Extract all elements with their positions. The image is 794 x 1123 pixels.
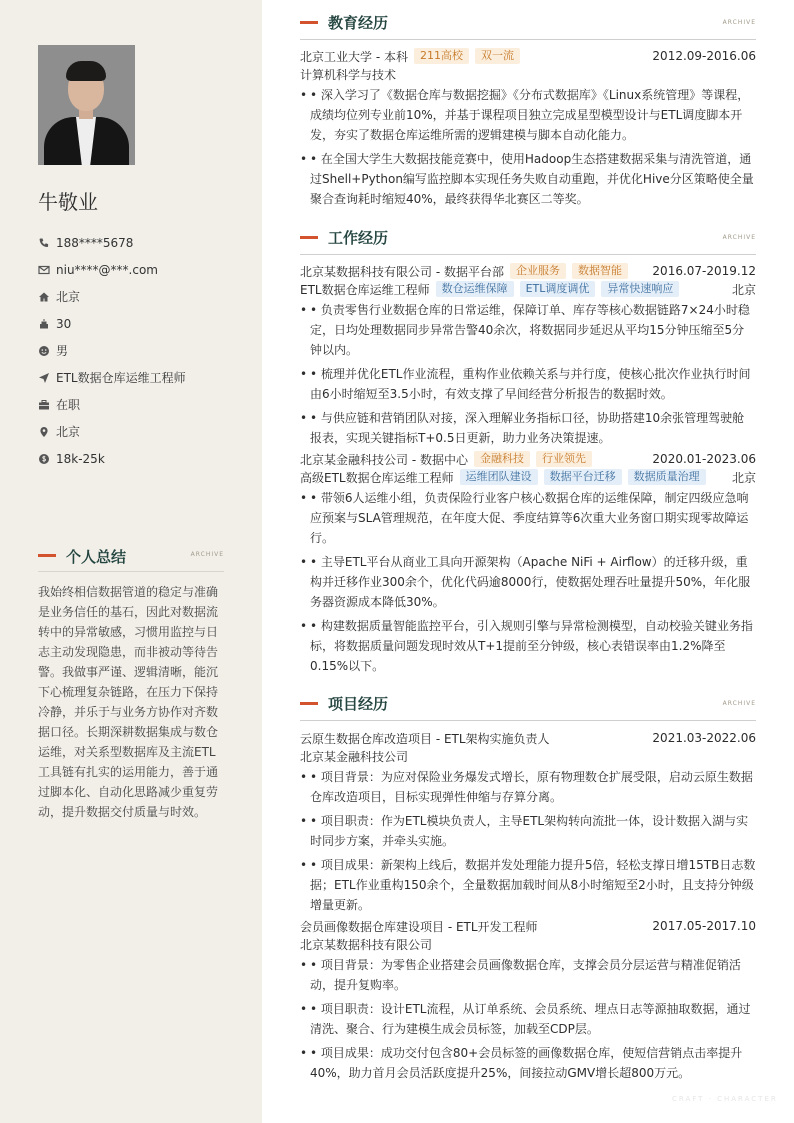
education-header-row: [300, 47, 756, 65]
archive-label: ARCHIVE: [722, 700, 756, 707]
project-name: 会员画像数据仓库建设项目 - ETL开发工程师: [300, 919, 538, 934]
work-date: 2016.07-2019.12: [652, 264, 756, 278]
contact-email: [38, 256, 186, 283]
contact-salary: [38, 445, 186, 472]
company-name: 北京某数据科技有限公司 - 数据平台部: [300, 264, 504, 279]
list-item: • • 在全国大学生大数据技能竞赛中，使用Hadoop生态搭建数据采集与清洗管道，通过Shell+Python编写监控脚本实现任务失败自动重跑，并优化Hive分区策略使全量聚合查询耗时缩短40%，最终获得华北赛区二等奖。: [300, 152, 754, 206]
sidebar: [0, 0, 262, 1123]
work-bullets: [300, 488, 756, 676]
work-city: 北京: [731, 282, 756, 297]
work-title: 工作经历: [328, 229, 389, 247]
role-tag: 数据平台迁移: [544, 469, 622, 485]
school-tag: 211高校: [414, 48, 469, 64]
contact-phone: [38, 229, 186, 256]
major-name: 计算机科学与技术: [300, 67, 397, 82]
salary-icon: [38, 453, 50, 465]
role-tag: 数仓运维保障: [436, 281, 514, 297]
project-name: 云原生数据仓库改造项目 - ETL架构实施负责人: [300, 731, 550, 746]
work-bullets: [300, 300, 756, 448]
work-entry: [300, 262, 756, 452]
contact-text: 在职: [56, 398, 81, 412]
role-name: ETL数据仓库运维工程师: [300, 282, 430, 297]
project-entry: [300, 917, 756, 1087]
contact-age: [38, 310, 186, 337]
contact-gender: [38, 337, 186, 364]
company-row: [300, 262, 756, 280]
company-row: [300, 450, 756, 468]
list-item: • • 梳理并优化ETL作业流程，重构作业依赖关系与并行度，使核心批次作业执行时间由6小时缩短至3.5小时，有效支撑了早间经营分析报告的数据时效。: [300, 367, 751, 401]
candidate-name: 牛敬业: [38, 190, 98, 214]
gender-icon: [38, 345, 50, 357]
contact-location: [38, 418, 186, 445]
projects-heading: [300, 693, 756, 721]
list-item: • • 项目职责：作为ETL模块负责人，主导ETL架构转向流批一体，设计数据入湖与实时同步方案，并牵头实施。: [300, 814, 749, 848]
heading-accent-bar: [300, 702, 318, 705]
email-icon: [38, 264, 50, 276]
education-heading: [300, 12, 756, 40]
list-item: • • 主导ETL平台从商业工具向开源架构（Apache NiFi + Airflow）的迁移升级，重构并迁移作业300余个，优化代码逾8000行，使数据处理吞吐量提升50%，年化服务器资源成本降低30%。: [300, 555, 751, 609]
projects-title: 项目经历: [328, 695, 389, 713]
archive-label: ARCHIVE: [722, 19, 756, 26]
education-date: 2012.09-2016.06: [652, 49, 756, 63]
contact-text: 188****5678: [56, 235, 134, 250]
school-name: 北京工业大学 - 本科: [300, 49, 408, 64]
company-tag: 企业服务: [510, 263, 566, 279]
home-icon: [38, 291, 50, 303]
work-entry: [300, 450, 756, 680]
project-row: [300, 729, 756, 747]
profile-photo: [38, 45, 135, 165]
company-name: 北京某金融科技公司 - 数据中心: [300, 452, 468, 467]
role-row: [300, 280, 756, 298]
role-tag: 数据质量治理: [628, 469, 706, 485]
company-tag: 行业领先: [536, 451, 592, 467]
list-item: • • 深入学习了《数据仓库与数据挖掘》《分布式数据库》《Linux系统管理》等课程，成绩均位列专业前10%，并基于课程项目独立完成星型模型设计与ETL调度脚本开发，夯实了数据仓库运维所需的逻辑建模与脚本自动化能力。: [300, 88, 750, 142]
briefcase-icon: [38, 399, 50, 411]
project-entry: [300, 729, 756, 919]
role-name: 高级ETL数据仓库运维工程师: [300, 470, 454, 485]
list-item: • • 负责零售行业数据仓库的日常运维，保障订单、库存等核心数据链路7×24小时稳定，日均处理数据同步异常告警40余次，将数据同步延迟从平均15分钟压缩至5分钟以内。: [300, 303, 750, 357]
project-row: [300, 917, 756, 935]
list-item: • • 带领6人运维小组，负责保险行业客户核心数据仓库的运维保障，制定四级应急响应预案与SLA管理规范，在年度大促、季度结算等6次重大业务窗口期实现零故障运行。: [300, 491, 749, 545]
contact-text: 北京: [56, 425, 81, 439]
list-item: • • 项目背景：为应对保险业务爆发式增长，原有物理数仓扩展受限，启动云原生数据仓库改造项目，目标实现弹性伸缩与存算分离。: [300, 770, 753, 804]
summary-heading: [38, 544, 224, 572]
role-tag: ETL调度调优: [520, 281, 596, 297]
project-bullets: [300, 767, 756, 915]
project-date: 2017.05-2017.10: [652, 919, 756, 933]
list-item: • • 项目背景：为零售企业搭建会员画像数据仓库，支撑会员分层运营与精准促销活动，提升复购率。: [300, 958, 741, 992]
contact-hometown: [38, 283, 186, 310]
company-tag: 金融科技: [474, 451, 530, 467]
heading-accent-bar: [300, 236, 318, 239]
cake-icon: [38, 318, 50, 330]
education-title: 教育经历: [328, 14, 389, 32]
phone-icon: [38, 237, 50, 249]
footer-watermark: CRAFT · CHARACTER: [672, 1095, 778, 1103]
education-bullets: [300, 85, 756, 209]
project-bullets: [300, 955, 756, 1083]
education-entry: [300, 47, 756, 213]
contact-text: ETL数据仓库运维工程师: [56, 371, 186, 385]
list-item: • • 项目职责：设计ETL流程，从订单系统、会员系统、埋点日志等源抽取数据，通过清洗、聚合、行为建模生成会员标签，加载至CDP层。: [300, 1002, 751, 1036]
project-org-row: [300, 747, 756, 765]
location-pin-icon: [38, 426, 50, 438]
work-heading: [300, 227, 756, 255]
summary-text: 我始终相信数据管道的稳定与准确是业务信任的基石，因此对数据流转中的异常敏感，习惯用监控与日志主动发现隐患，而非被动等待告警。我做事严谨、逻辑清晰，能沉下心梳理复杂链路，在压力下保持冷静，并乐于与业务方协作对齐数据口径。长期深耕数据集成与数仓运维，对关系型数据库及主流ETL工具链有扎实的运用能力，善于通过脚本化、自动化思路减少重复劳动，提升数据交付质量与时效。: [38, 585, 219, 819]
send-icon: [38, 372, 50, 384]
list-item: • • 项目成果：新架构上线后，数据并发处理能力提升5倍，轻松支撑日增15TB日志数据；ETL作业重构150余个，全量数据加载时间从8小时缩短至2小时，且支持分钟级增量更新。: [300, 858, 756, 912]
list-item: • • 项目成果：成功交付包含80+会员标签的画像数据仓库，使短信营销点击率提升40%，助力首月会员活跃度提升25%，间接拉动GMV增长超800万元。: [300, 1046, 743, 1080]
contact-position: [38, 364, 186, 391]
contact-text: 北京: [56, 290, 81, 304]
role-tag: 异常快速响应: [601, 281, 679, 297]
contact-text: 男: [56, 344, 69, 358]
archive-label: ARCHIVE: [722, 234, 756, 241]
contact-status: [38, 391, 186, 418]
role-tag: 运维团队建设: [460, 469, 538, 485]
school-tag: 双一流: [475, 48, 520, 64]
heading-accent-bar: [300, 21, 318, 24]
work-date: 2020.01-2023.06: [652, 452, 756, 466]
project-org: 北京某金融科技公司: [300, 749, 409, 764]
project-date: 2021.03-2022.06: [652, 731, 756, 745]
heading-accent-bar: [38, 554, 56, 557]
contact-text: 18k-25k: [56, 451, 105, 466]
project-org: 北京某数据科技有限公司: [300, 937, 433, 952]
contact-list: [38, 229, 186, 472]
contact-text: niu****@***.com: [56, 262, 158, 277]
archive-label: ARCHIVE: [190, 551, 224, 558]
summary-title: 个人总结: [66, 548, 127, 566]
work-city: 北京: [731, 470, 756, 485]
project-org-row: [300, 935, 756, 953]
contact-text: 30: [56, 316, 72, 331]
list-item: • • 构建数据质量智能监控平台，引入规则引擎与异常检测模型，自动校验关键业务指标，将数据质量问题发现时效从T+1提前至分钟级，核心表错误率由1.2%降至0.15%以下。: [300, 619, 753, 673]
major-row: [300, 65, 756, 83]
company-tag: 数据智能: [572, 263, 628, 279]
role-row: [300, 468, 756, 486]
list-item: • • 与供应链和营销团队对接，深入理解业务指标口径，协助搭建10余张管理驾驶舱报表，实现关键指标T+0.5日更新，助力业务决策提速。: [300, 411, 745, 445]
